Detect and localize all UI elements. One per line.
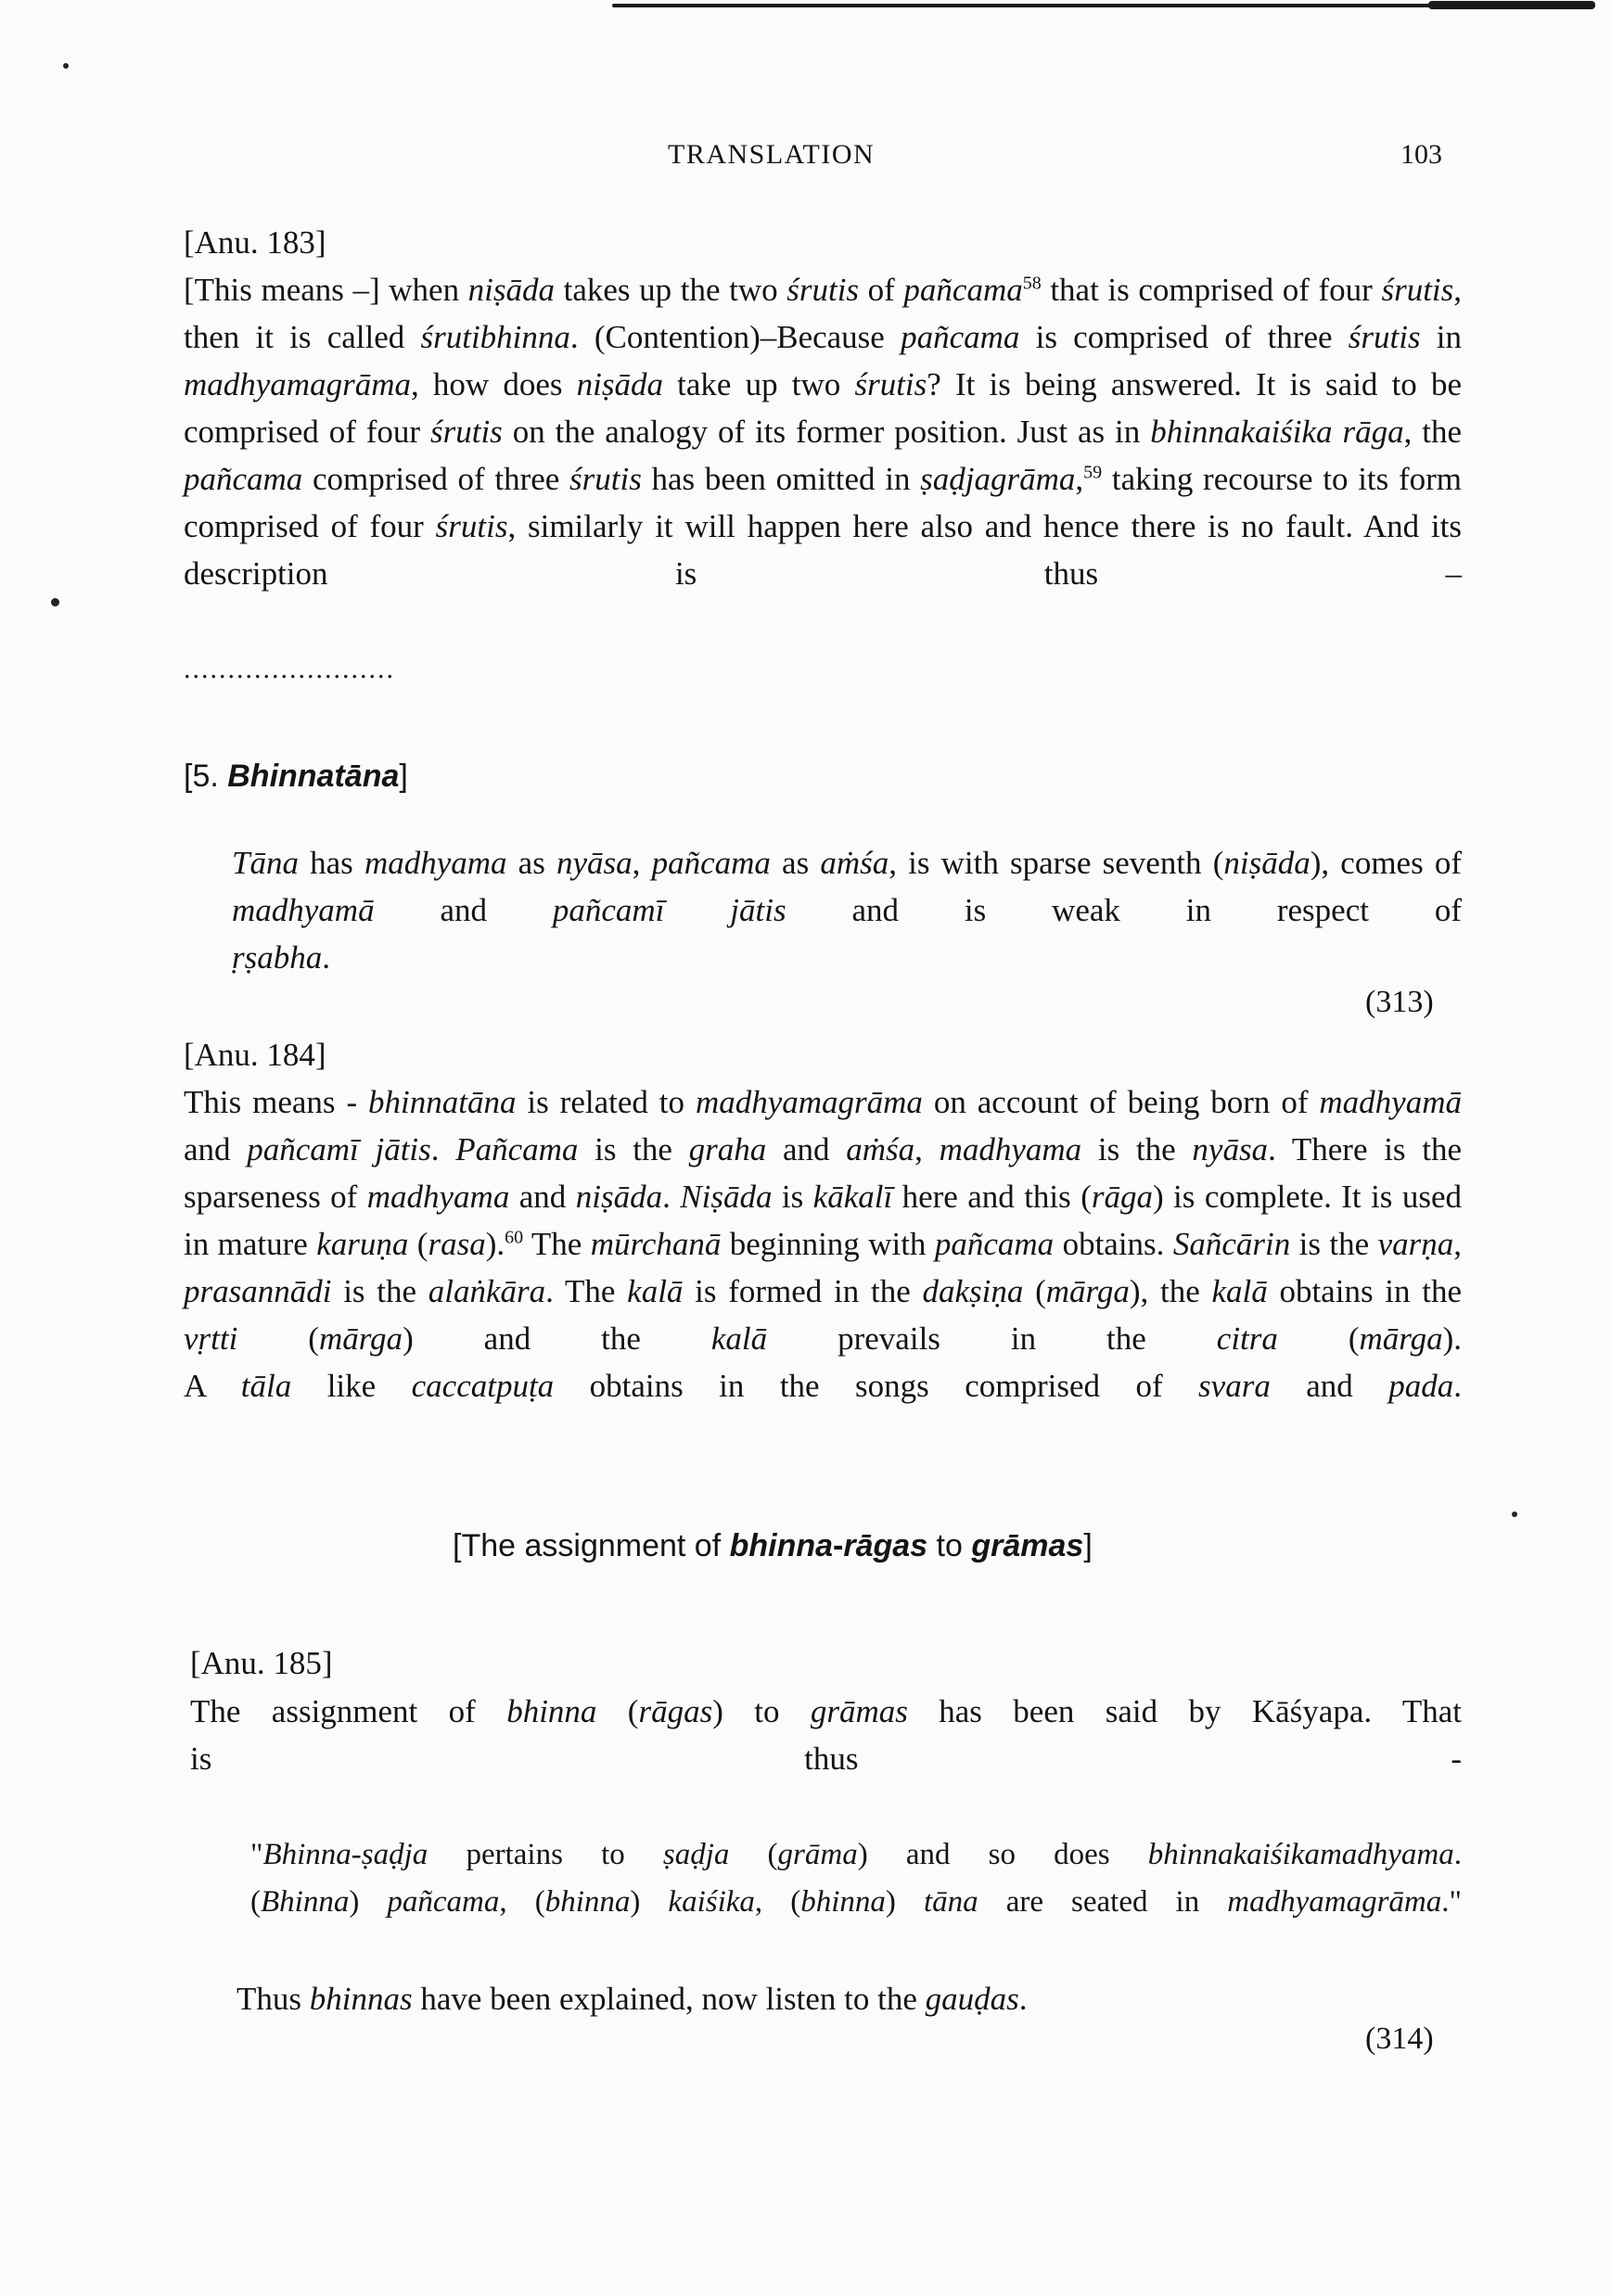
- verse-313: Tāna has madhyama as nyāsa, pañcama as aṁśa, is with sparse seventh (niṣāda), comes of madhyamā and pañcamī jātis and is weak in respect of ṛṣabha.: [232, 845, 1463, 976]
- page-header: [0, 139, 1611, 176]
- verse-number-314: (314): [1365, 2022, 1434, 2056]
- scan-speck: [51, 598, 59, 606]
- anu-185-label: [Anu. 185]: [190, 1645, 333, 1681]
- ellipsis-line: ........................: [184, 654, 395, 684]
- anu-184-label: [Anu. 184]: [184, 1037, 326, 1073]
- section-heading-bhinnatana: [5. Bhinnatāna]: [184, 759, 408, 794]
- verse-number-313: (313): [1365, 985, 1434, 1019]
- anu-185-paragraph: The assignment of bhinna (rāgas) to grāmas has been said by Kāśyapa. That is thus -: [190, 1693, 1462, 1777]
- anu-183-label: [Anu. 183]: [184, 224, 326, 261]
- scan-speck: [1512, 1512, 1517, 1517]
- page-number: 103: [1400, 139, 1442, 170]
- anu-183-paragraph: [This means –] when niṣāda takes up the two śrutis of pañcama$^{58}$ that is comprised of four śrutis, then it is called śrutibhinna. (Contention)–Because pañcama is comprised of three śrutis in madhyamagrāma, how does niṣāda take up two śrutis? It is being answered. It is said to be comprised of four śrutis on the analogy of its former position. Just as in bhinnakaiśika rāga, the pañcama comprised of three śrutis has been omitted in ṣaḍjagrāma,$^{59}$ taking recourse to its form comprised of four śrutis, similarly it will happen here also and hence there is no fault. And its description is thus –: [184, 272, 1463, 592]
- kasyapa-quote: "Bhinna-ṣaḍja pertains to ṣaḍja (grāma) and so does bhinnakaiśikamadhyama. (Bhinna) pañcama, (bhinna) kaiśika, (bhinna) tāna are seated in madhyamagrāma.": [250, 1838, 1462, 1919]
- scan-edge-smudge: [1428, 1, 1595, 9]
- closing-line: Thus bhinnas have been explained, now listen to the gauḍas.: [237, 1981, 1028, 2017]
- anu-184-paragraph: This means - bhinnatāna is related to madhyamagrāma on account of being born of madhyamā and pañcamī jātis. Pañcama is the graha and aṁśa, madhyama is the nyāsa. There is the sparseness of madhyama and niṣāda. Niṣāda is kākalī here and this (rāga) is complete. It is used in mature karuṇa (rasa).$^{60}$ The mūrchanā beginning with pañcama obtains. Sañcārin is the varṇa, prasannādi is the alaṅkāra. The kalā is formed in the dakṣiṇa (mārga), the kalā obtains in the vṛtti (mārga) and the kalā prevails in the citra (mārga). A tāla like caccatpuṭa obtains in the songs comprised of svara and pada.: [184, 1084, 1463, 1404]
- running-title: TRANSLATION: [668, 139, 876, 170]
- section-heading-assignment: [The assignment of bhinna-rāgas to grāmas]: [453, 1528, 1093, 1563]
- scan-speck: [63, 63, 69, 69]
